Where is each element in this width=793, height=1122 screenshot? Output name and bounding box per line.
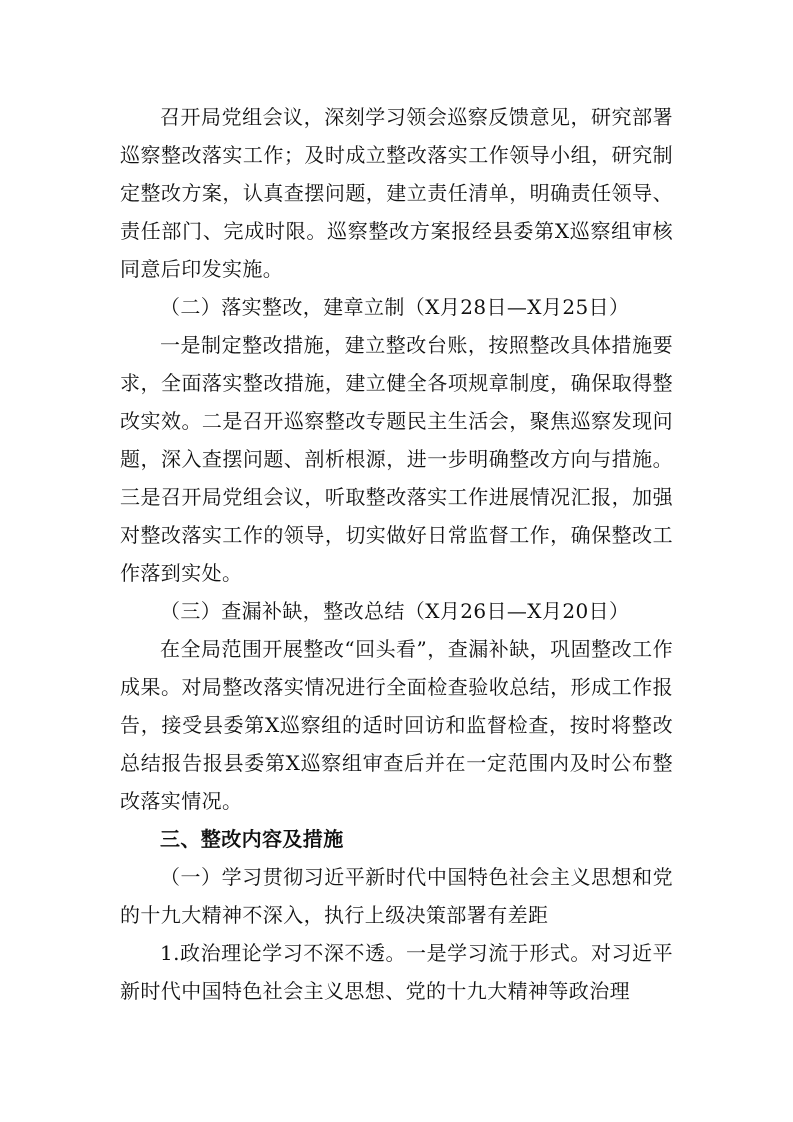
document-body: [120, 98, 673, 1010]
paragraph: 1.政治理论学习不深不透。一是学习流于形式。对习近平新时代中国特色社会主义思想、党的十九大精神等政治理: [120, 941, 673, 1003]
paragraph: 在全局范围开展整改“回头看”，查漏补缺，巩固整改工作成果。对局整改落实情况进行全面检查验收总结，形成工作报告，接受县委第X巡察组的适时回访和监督检查，按时将整改总结报告报县委第X巡察组审查后并在一定范围内及时公布整改落实情况。: [120, 637, 673, 813]
section-subheading: （二）落实整改，建章立制（X月28日—X月25日）: [160, 295, 630, 319]
section-subheading: （一）学习贯彻习近平新时代中国特色社会主义思想和党的十九大精神不深入，执行上级决策部署有差距: [120, 865, 673, 927]
section-subheading: （三）查漏补缺，整改总结（X月26日—X月20日）: [160, 599, 630, 623]
paragraph: 一是制定整改措施，建立整改台账，按照整改具体措施要求，全面落实整改措施，建立健全各项规章制度，确保取得整改实效。二是召开巡察整改专题民主生活会，聚焦巡察发现问题，深入查摆问题、剖析根源，进一步明确整改方向与措施。三是召开局党组会议，听取整改落实工作进展情况汇报，加强对整改落实工作的领导，切实做好日常监督工作，确保整改工作落到实处。: [120, 333, 673, 585]
section-heading: 三、整改内容及措施: [160, 827, 344, 851]
paragraph: 召开局党组会议，深刻学习领会巡察反馈意见，研究部署巡察整改落实工作；及时成立整改落实工作领导小组，研究制定整改方案，认真查摆问题，建立责任清单，明确责任领导、责任部门、完成时限。巡察整改方案报经县委第X巡察组审核同意后印发实施。: [120, 105, 673, 281]
